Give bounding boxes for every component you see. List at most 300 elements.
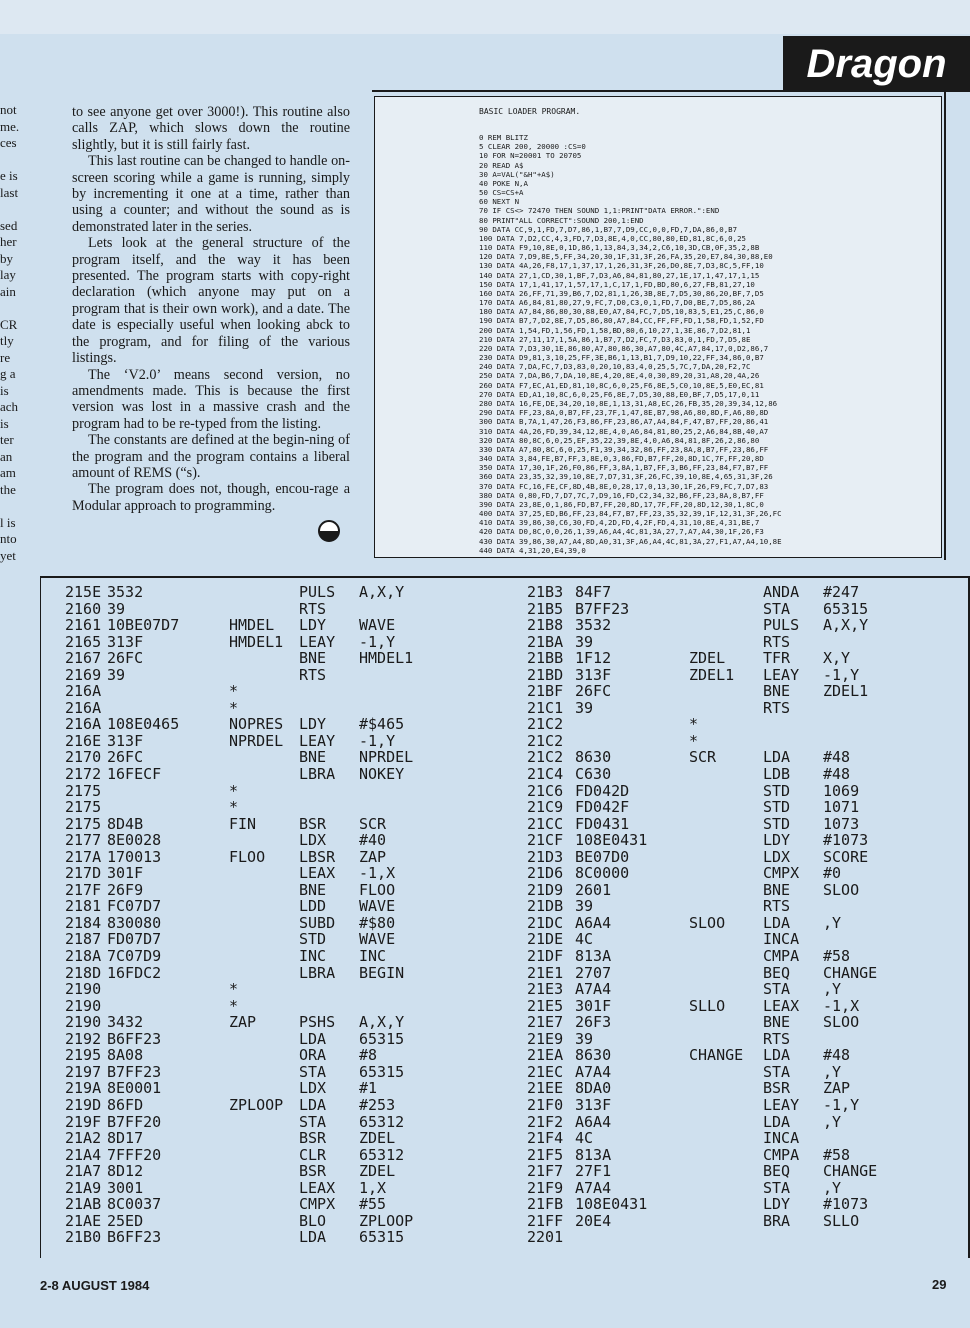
asm-mnemonic: LDX [763, 847, 791, 866]
section-tag: Dragon [783, 36, 970, 92]
asm-opcode: 1F12 [575, 649, 612, 668]
asm-operand: #48 [823, 765, 851, 784]
asm-operand: #253 [359, 1095, 396, 1114]
asm-operand: ,Y [823, 1112, 842, 1131]
asm-operand: #1073 [823, 831, 869, 850]
asm-mnemonic: RTS [299, 599, 327, 618]
asm-address: 21E9 [527, 1029, 564, 1048]
asm-address: 21BA [527, 632, 564, 651]
asm-operand: -1,Y [359, 731, 396, 750]
asm-address: 21FB [527, 1195, 564, 1214]
asm-opcode: 313F [575, 665, 612, 684]
asm-address: 21D6 [527, 864, 564, 883]
asm-mnemonic: LEAX [299, 1178, 336, 1197]
asm-mnemonic: STD [763, 814, 791, 833]
asm-mnemonic: LDX [299, 831, 327, 850]
asm-mnemonic: PULS [763, 616, 800, 635]
asm-address: 2197 [65, 1062, 102, 1081]
asm-mnemonic: BSR [299, 814, 327, 833]
listing-line: 0 REM BLITZ [479, 133, 528, 142]
asm-operand: ZDEL [359, 1162, 396, 1181]
asm-operand: #58 [823, 947, 851, 966]
left-fragment: sed [0, 217, 18, 233]
asm-address: 2184 [65, 913, 102, 932]
left-fragment [0, 201, 20, 218]
asm-address: 2201 [527, 1228, 564, 1247]
asm-opcode: 20E4 [575, 1211, 612, 1230]
asm-address: 2175 [65, 798, 102, 817]
asm-opcode: BE07D0 [575, 847, 630, 866]
asm-address: 21BB [527, 649, 564, 668]
asm-mnemonic: ANDA [763, 583, 800, 601]
listing-line: 210 DATA 27,11,17,1,5A,86,1,B7,7,D2,FC,7,D3,83,0,1,FD,7,D5,8E [479, 334, 751, 344]
asm-operand: ,Y [823, 913, 842, 932]
asm-operand: ZAP [359, 847, 387, 866]
asm-operand: #40 [359, 831, 387, 850]
asm-operand: ZAP [823, 1079, 851, 1098]
asm-operand: #0 [823, 864, 842, 883]
asm-address: 21DB [527, 897, 564, 916]
asm-mnemonic: BLO [299, 1211, 327, 1230]
asm-operand: INC [359, 947, 387, 966]
asm-mnemonic: CLR [299, 1145, 327, 1164]
asm-mnemonic: CMPX [763, 864, 800, 883]
listing-line: 90 DATA CC,9,1,FD,7,D7,86,1,B7,7,D9,CC,0,0,FD,7,DA,86,0,B7 [479, 224, 738, 234]
asm-opcode: 26F9 [107, 880, 144, 899]
asm-label: * [229, 698, 239, 717]
listing-line: 280 DATA 16,FE,DE,34,20,10,8E,1,13,31,A8,EC,26,FB,35,20,39,34,12,86 [479, 398, 778, 408]
asm-opcode: 108E0431 [575, 831, 648, 850]
asm-mnemonic: LEAY [299, 731, 336, 750]
asm-opcode: 108E0431 [575, 1195, 648, 1214]
asm-address: 21FF [527, 1211, 564, 1230]
left-fragment [0, 498, 20, 515]
asm-operand: ZPLOOP [359, 1211, 414, 1230]
asm-mnemonic: LDA [299, 1228, 327, 1247]
asm-mnemonic: INCA [763, 1129, 800, 1148]
asm-mnemonic: LDY [763, 1195, 791, 1214]
left-fragment: g a [0, 366, 16, 381]
asm-opcode: 313F [107, 632, 144, 651]
asm-opcode: 8630 [575, 748, 612, 767]
asm-label: * [689, 715, 699, 734]
listing-line: 40 POKE N,A [479, 178, 528, 188]
asm-address: 21EC [527, 1062, 564, 1081]
asm-label: SLOO [689, 913, 726, 932]
asm-opcode: 84F7 [575, 583, 612, 601]
listing-line: 160 DATA 26,FF,71,39,B6,7,D2,81,1,26,3B,8E,7,D5,30,86,20,BF,7,D5 [479, 288, 764, 298]
asm-mnemonic: RTS [763, 698, 791, 717]
left-fragment: CR [0, 316, 18, 332]
asm-mnemonic: STD [763, 781, 791, 800]
asm-opcode: FC07D7 [107, 897, 162, 916]
asm-opcode: 4C [575, 1129, 594, 1148]
asm-mnemonic: LBSR [299, 847, 336, 866]
asm-mnemonic: STD [299, 930, 327, 949]
asm-mnemonic: STA [299, 1062, 327, 1081]
asm-operand: ,Y [823, 980, 842, 999]
asm-address: 21AB [65, 1195, 102, 1214]
asm-operand: WAVE [359, 930, 396, 949]
asm-mnemonic: BEQ [763, 963, 791, 982]
asm-label: ZDEL1 [689, 665, 735, 684]
listing-line: 200 DATA 1,54,FD,1,56,FD,1,58,BD,80,6,10,27,1,3E,86,7,D2,81,1 [479, 325, 751, 335]
asm-opcode: 3532 [107, 583, 144, 601]
asm-mnemonic: LBRA [299, 963, 336, 982]
listing-line: 320 DATA 80,8C,6,0,25,EF,35,22,39,8E,4,0,A6,84,81,8F,26,2,86,80 [479, 435, 760, 445]
asm-opcode: 7C07D9 [107, 947, 162, 966]
listing-line: 300 DATA B,7A,1,47,26,F3,86,FF,23,86,A7,A4,84,F,47,B7,FF,20,86,41 [479, 417, 769, 427]
asm-address: 219F [65, 1112, 102, 1131]
asm-address: 2190 [65, 980, 102, 999]
asm-mnemonic: LDY [299, 715, 327, 734]
asm-opcode: 313F [575, 1095, 612, 1114]
left-fragment: ter [0, 432, 14, 447]
asm-address: 2160 [65, 599, 102, 618]
asm-opcode: 8A08 [107, 1046, 144, 1065]
asm-mnemonic: BNE [299, 748, 327, 767]
asm-mnemonic: LDA [763, 1112, 791, 1131]
asm-operand: -1,X [823, 996, 860, 1015]
asm-operand: CHANGE [823, 963, 878, 982]
left-fragment: e is [0, 168, 18, 183]
asm-address: 218D [65, 963, 102, 982]
asm-label: * [229, 781, 239, 800]
asm-operand: SCORE [823, 847, 869, 866]
asm-label: SLLO [689, 996, 726, 1015]
asm-opcode: A7A4 [575, 1062, 612, 1081]
left-fragment: the [0, 481, 16, 497]
asm-address: 2175 [65, 814, 102, 833]
asm-mnemonic: LDY [299, 616, 327, 635]
listing-line: 150 DATA 17,1,41,17,1,57,17,1,C,17,1,FD,BD,80,6,27,FB,81,27,10 [479, 279, 755, 289]
asm-mnemonic: CMPA [763, 947, 800, 966]
asm-operand: #48 [823, 748, 851, 767]
article-paragraph: Lets look at the general structure of the program itself, and the way it has been presented. The program starts with copy-right declaration (which anyone may put on a program that is their own work), and a date. The date is especially useful when looking abck to the program, and for filing of the various listings. [72, 235, 350, 367]
asm-mnemonic: LEAX [763, 996, 800, 1015]
asm-label: ZDEL [689, 649, 726, 668]
asm-address: 21DF [527, 947, 564, 966]
page-number: 29 [932, 1277, 947, 1292]
asm-opcode: 8DA0 [575, 1079, 612, 1098]
asm-address: 216A [65, 682, 102, 701]
left-fragment: not [0, 102, 17, 117]
asm-operand: #1073 [823, 1195, 869, 1214]
listing-line: 270 DATA ED,A1,10,8C,6,0,25,F6,8E,7,D5,30,88,E0,BF,7,D5,17,0,11 [479, 389, 760, 399]
listing-line: 140 DATA 27,1,CD,30,1,BF,7,D3,A6,84,81,80,27,1E,17,1,47,17,1,15 [479, 270, 760, 280]
asm-mnemonic: STA [763, 1062, 791, 1081]
asm-mnemonic: LBRA [299, 765, 336, 784]
asm-address: 21D3 [527, 847, 564, 866]
listing-line: 440 DATA 4,31,20,E4,39,0 [479, 545, 586, 555]
listing-line: 390 DATA 23,8E,0,1,86,FD,B7,FF,20,8D,17,7F,FF,20,8D,12,30,1,8C,0 [479, 499, 764, 509]
asm-operand: SLOO [823, 1013, 860, 1032]
asm-operand: 65315 [359, 1062, 405, 1081]
listing-line: 380 DATA 0,80,FD,7,D7,7C,7,D9,16,FD,C2,34,32,B6,FF,23,8A,8,B7,FF [479, 490, 764, 500]
asm-address: 21E7 [527, 1013, 564, 1032]
listing-line: 240 DATA 7,DA,FC,7,D3,83,0,20,10,83,4,0,25,5,7C,7,DA,20,F2,7C [479, 362, 751, 372]
asm-address: 21F0 [527, 1095, 564, 1114]
asm-mnemonic: BEQ [763, 1162, 791, 1181]
asm-operand: #$465 [359, 715, 405, 734]
asm-address: 21B0 [65, 1228, 102, 1247]
asm-opcode: 39 [575, 1029, 594, 1048]
asm-address: 2172 [65, 765, 102, 784]
asm-address: 2190 [65, 996, 102, 1015]
asm-label: HMDEL1 [229, 632, 284, 651]
listing-line: 420 DATA D0,8C,0,0,26,1,39,A6,A4,4C,81,3A,27,7,A7,A4,30,1F,26,F3 [479, 527, 764, 537]
asm-operand: 65315 [359, 1029, 405, 1048]
asm-opcode: 3432 [107, 1013, 144, 1032]
asm-address: 219D [65, 1095, 102, 1114]
basic-loader-listing [374, 96, 942, 558]
asm-address: 21D9 [527, 880, 564, 899]
asm-address: 2165 [65, 632, 102, 651]
article-paragraph: The ‘V2.0’ means second version, no amendments made. This is because the first version was lost in a massive crash and the program had to be re-typed from the listing. [72, 366, 350, 432]
asm-mnemonic: BNE [299, 649, 327, 668]
asm-opcode: 8630 [575, 1046, 612, 1065]
asm-opcode: 8C0037 [107, 1195, 162, 1214]
left-fragment: re [0, 349, 11, 365]
article-paragraph: The program does not, though, encou-rage a Modular approach to programming. [72, 481, 350, 514]
asm-mnemonic: LDA [299, 1095, 327, 1114]
asm-opcode: B6FF23 [107, 1228, 162, 1247]
asm-address: 21DC [527, 913, 564, 932]
asm-operand: -1,Y [823, 665, 860, 684]
asm-mnemonic: BSR [299, 1129, 327, 1148]
asm-opcode: 8D17 [107, 1129, 144, 1148]
asm-label: * [229, 682, 239, 701]
asm-operand: #$80 [359, 913, 396, 932]
asm-mnemonic: LDA [763, 913, 791, 932]
asm-address: 21A4 [65, 1145, 102, 1164]
asm-opcode: 813A [575, 947, 612, 966]
asm-label: FIN [229, 814, 257, 833]
listing-line: 290 DATA FF,23,8A,0,B7,FF,23,7F,1,47,8E,B7,98,A6,80,8D,F,A6,80,8D [479, 408, 769, 418]
asm-mnemonic: CMPX [299, 1195, 336, 1214]
asm-address: 21B3 [527, 583, 564, 601]
asm-mnemonic: PULS [299, 583, 336, 601]
asm-address: 21B8 [527, 616, 564, 635]
asm-mnemonic: CMPA [763, 1145, 800, 1164]
listing-lines [479, 133, 927, 555]
asm-label: HMDEL [229, 616, 275, 635]
listing-line: 220 DATA 7,D3,30,1E,86,80,A7,80,86,30,A7,80,4C,A7,84,17,0,D2,86,7 [479, 343, 769, 353]
asm-opcode: FD07D7 [107, 930, 162, 949]
asm-mnemonic: BRA [763, 1211, 791, 1230]
asm-address: 21B5 [527, 599, 564, 618]
asm-operand: SCR [359, 814, 387, 833]
asm-operand: -1,Y [823, 1095, 860, 1114]
asm-address: 21C2 [527, 715, 564, 734]
asm-mnemonic: BSR [299, 1162, 327, 1181]
asm-opcode: 3532 [575, 616, 612, 635]
listing-line: 50 CS=CS+A [479, 188, 524, 198]
asm-operand: #8 [359, 1046, 378, 1065]
asm-address: 21CF [527, 831, 564, 850]
asm-address: 2175 [65, 781, 102, 800]
asm-address: 21E3 [527, 980, 564, 999]
asm-operand: 65315 [823, 599, 869, 618]
asm-operand: NOKEY [359, 765, 405, 784]
listing-line: 110 DATA F9,10,8E,0,1D,86,1,13,84,3,34,2,C6,10,3D,CB,0F,35,2,8B [479, 243, 760, 253]
listing-line: 20 READ A$ [479, 160, 524, 170]
asm-address: 21F9 [527, 1178, 564, 1197]
left-column-fragments [0, 102, 20, 564]
asm-address: 21EE [527, 1079, 564, 1098]
asm-opcode: A6A4 [575, 1112, 612, 1131]
asm-opcode: B7FF23 [107, 1062, 162, 1081]
asm-operand: A,X,Y [823, 616, 869, 635]
asm-mnemonic: PSHS [299, 1013, 336, 1032]
asm-address: 215E [65, 583, 102, 601]
article-paragraph: to see anyone get over 3000!). This routine also calls ZAP, which slows down the routine slightly, but it is still fairly fast. [72, 104, 350, 153]
asm-operand: A,X,Y [359, 1013, 405, 1032]
asm-address: 21AE [65, 1211, 102, 1230]
asm-opcode: 830080 [107, 913, 162, 932]
asm-opcode: 26F3 [575, 1013, 612, 1032]
asm-address: 21A2 [65, 1129, 102, 1148]
left-fragment: an [0, 448, 13, 464]
listing-header: BASIC LOADER PROGRAM. [479, 107, 581, 116]
asm-opcode: 2707 [575, 963, 612, 982]
asm-opcode: 26FC [107, 748, 144, 767]
asm-mnemonic: TFR [763, 649, 791, 668]
listing-line: 180 DATA A7,84,86,80,30,88,E0,A7,84,FC,7,D5,10,83,5,E1,25,C,86,0 [479, 307, 764, 317]
asm-operand: ZDEL1 [823, 682, 869, 701]
asm-operand: #48 [823, 1046, 851, 1065]
asm-operand: NPRDEL [359, 748, 414, 767]
listing-line: 350 DATA 17,30,1F,26,F0,86,FF,3,8A,1,B7,FF,3,B6,FF,23,84,F7,B7,FF [479, 463, 769, 473]
asm-opcode: 3001 [107, 1178, 144, 1197]
asm-opcode: 16FDC2 [107, 963, 162, 982]
asm-opcode: 25ED [107, 1211, 144, 1230]
asm-address: 217A [65, 847, 102, 866]
asm-operand: 1069 [823, 781, 860, 800]
asm-address: 21F4 [527, 1129, 564, 1148]
listing-line: 230 DATA D9,81,3,10,25,FF,3E,B6,1,13,B1,7,D9,10,22,FF,34,86,0,B7 [479, 353, 764, 363]
asm-address: 217F [65, 880, 102, 899]
asm-mnemonic: RTS [763, 1029, 791, 1048]
asm-opcode: 8E0001 [107, 1079, 162, 1098]
asm-opcode: B6FF23 [107, 1029, 162, 1048]
left-fragment: nto [0, 531, 17, 546]
asm-address: 21DE [527, 930, 564, 949]
asm-opcode: 39 [575, 897, 594, 916]
asm-mnemonic: BNE [763, 880, 791, 899]
asm-operand: 65312 [359, 1112, 405, 1131]
article-paragraph: The constants are defined at the begin-ning of the program and the program contains a liberal amount of REMS (“s). [72, 432, 350, 481]
asm-mnemonic: LEAY [763, 1095, 800, 1114]
listing-line: 10 FOR N=20001 TO 20705 [479, 151, 582, 161]
asm-mnemonic: STA [763, 980, 791, 999]
asm-operand: 1073 [823, 814, 860, 833]
asm-operand: #1 [359, 1079, 378, 1098]
asm-address: 218A [65, 947, 102, 966]
asm-opcode: FD042D [575, 781, 630, 800]
listing-line: 130 DATA 4A,26,F8,17,1,37,17,1,26,31,3F,26,D0,8E,7,D3,8C,5,FF,10 [479, 261, 764, 271]
asm-operand: SLOO [823, 880, 860, 899]
asm-mnemonic: STA [763, 599, 791, 618]
asm-label: * [229, 798, 239, 817]
asm-opcode: 27F1 [575, 1162, 612, 1181]
asm-address: 21E5 [527, 996, 564, 1015]
asm-address: 2170 [65, 748, 102, 767]
asm-opcode: 170013 [107, 847, 162, 866]
asm-opcode: 8C0000 [575, 864, 630, 883]
asm-opcode: 16FECF [107, 765, 162, 784]
asm-operand: 65315 [359, 1228, 405, 1247]
asm-mnemonic: BNE [763, 1013, 791, 1032]
asm-operand: ,Y [823, 1178, 842, 1197]
asm-mnemonic: BSR [763, 1079, 791, 1098]
asm-operand: CHANGE [823, 1162, 878, 1181]
listing-line: 330 DATA A7,80,8C,6,0,25,F1,39,34,32,86,FF,23,8A,8,B7,FF,23,86,FF [479, 444, 769, 454]
left-fragment: is [0, 382, 9, 398]
asm-label: * [689, 731, 699, 750]
asm-opcode: 39 [107, 665, 126, 684]
asm-address: 21C9 [527, 798, 564, 817]
left-fragment: am [0, 465, 16, 480]
listing-line: 430 DATA 39,86,30,A7,A4,8D,A0,31,3F,A6,A4,4C,81,3A,27,F1,A7,A4,10,8E [479, 536, 782, 546]
listing-line: 100 DATA 7,D2,CC,4,3,FD,7,D3,8E,4,0,CC,80,80,ED,81,8C,6,0,25 [479, 233, 746, 243]
asm-address: 2181 [65, 897, 102, 916]
listing-line: 250 DATA 7,DA,B6,7,DA,10,8E,4,20,8E,4,0,30,89,20,31,A8,20,4A,26 [479, 371, 760, 381]
article-paragraph: This last routine can be changed to handle on-screen scoring while a game is running, simply by incrementing it one at a time, rather than using a counter; and without the sound as is demonstrated later in the series. [72, 153, 350, 235]
left-fragment: lay [0, 267, 16, 282]
asm-address: 216A [65, 698, 102, 717]
asm-opcode: A6A4 [575, 913, 612, 932]
asm-operand: WAVE [359, 897, 396, 916]
asm-mnemonic: STA [763, 1178, 791, 1197]
asm-operand: WAVE [359, 616, 396, 635]
left-fragment: last [0, 184, 19, 200]
asm-address: 2192 [65, 1029, 102, 1048]
asm-mnemonic: BNE [763, 682, 791, 701]
asm-opcode: 7FFF20 [107, 1145, 162, 1164]
left-fragment: by [0, 250, 13, 266]
asm-operand: FLOO [359, 880, 396, 899]
left-fragment [0, 300, 20, 317]
listing-line: 60 NEXT N [479, 197, 520, 207]
listing-line: 400 DATA 37,25,ED,B6,FF,23,84,F7,B7,FF,23,35,32,39,1F,12,31,3F,26,FC [479, 509, 782, 519]
asm-opcode: B7FF20 [107, 1112, 162, 1131]
asm-mnemonic: INCA [763, 930, 800, 949]
asm-operand: #55 [359, 1195, 387, 1214]
asm-opcode: 301F [107, 864, 144, 883]
asm-address: 21C2 [527, 731, 564, 750]
asm-operand: BEGIN [359, 963, 405, 982]
left-fragment: me. [0, 118, 20, 134]
asm-operand: A,X,Y [359, 583, 405, 601]
asm-opcode: FD0431 [575, 814, 630, 833]
left-fragment: tly [0, 333, 14, 348]
asm-address: 2190 [65, 1013, 102, 1032]
asm-address: 21A7 [65, 1162, 102, 1181]
asm-address: 2195 [65, 1046, 102, 1065]
asm-address: 21C6 [527, 781, 564, 800]
asm-opcode: 2601 [575, 880, 612, 899]
asm-address: 2167 [65, 649, 102, 668]
asm-address: 21CC [527, 814, 564, 833]
asm-address: 21C1 [527, 698, 564, 717]
asm-mnemonic: INC [299, 947, 327, 966]
article-text [72, 104, 350, 547]
listing-line: 310 DATA 4A,26,FD,39,34,12,8E,4,0,A6,84,81,80,25,2,A6,84,8B,40,A7 [479, 426, 769, 436]
asm-opcode: 86FD [107, 1095, 144, 1114]
asm-address: 2161 [65, 616, 102, 635]
asm-operand: HMDEL1 [359, 649, 414, 668]
